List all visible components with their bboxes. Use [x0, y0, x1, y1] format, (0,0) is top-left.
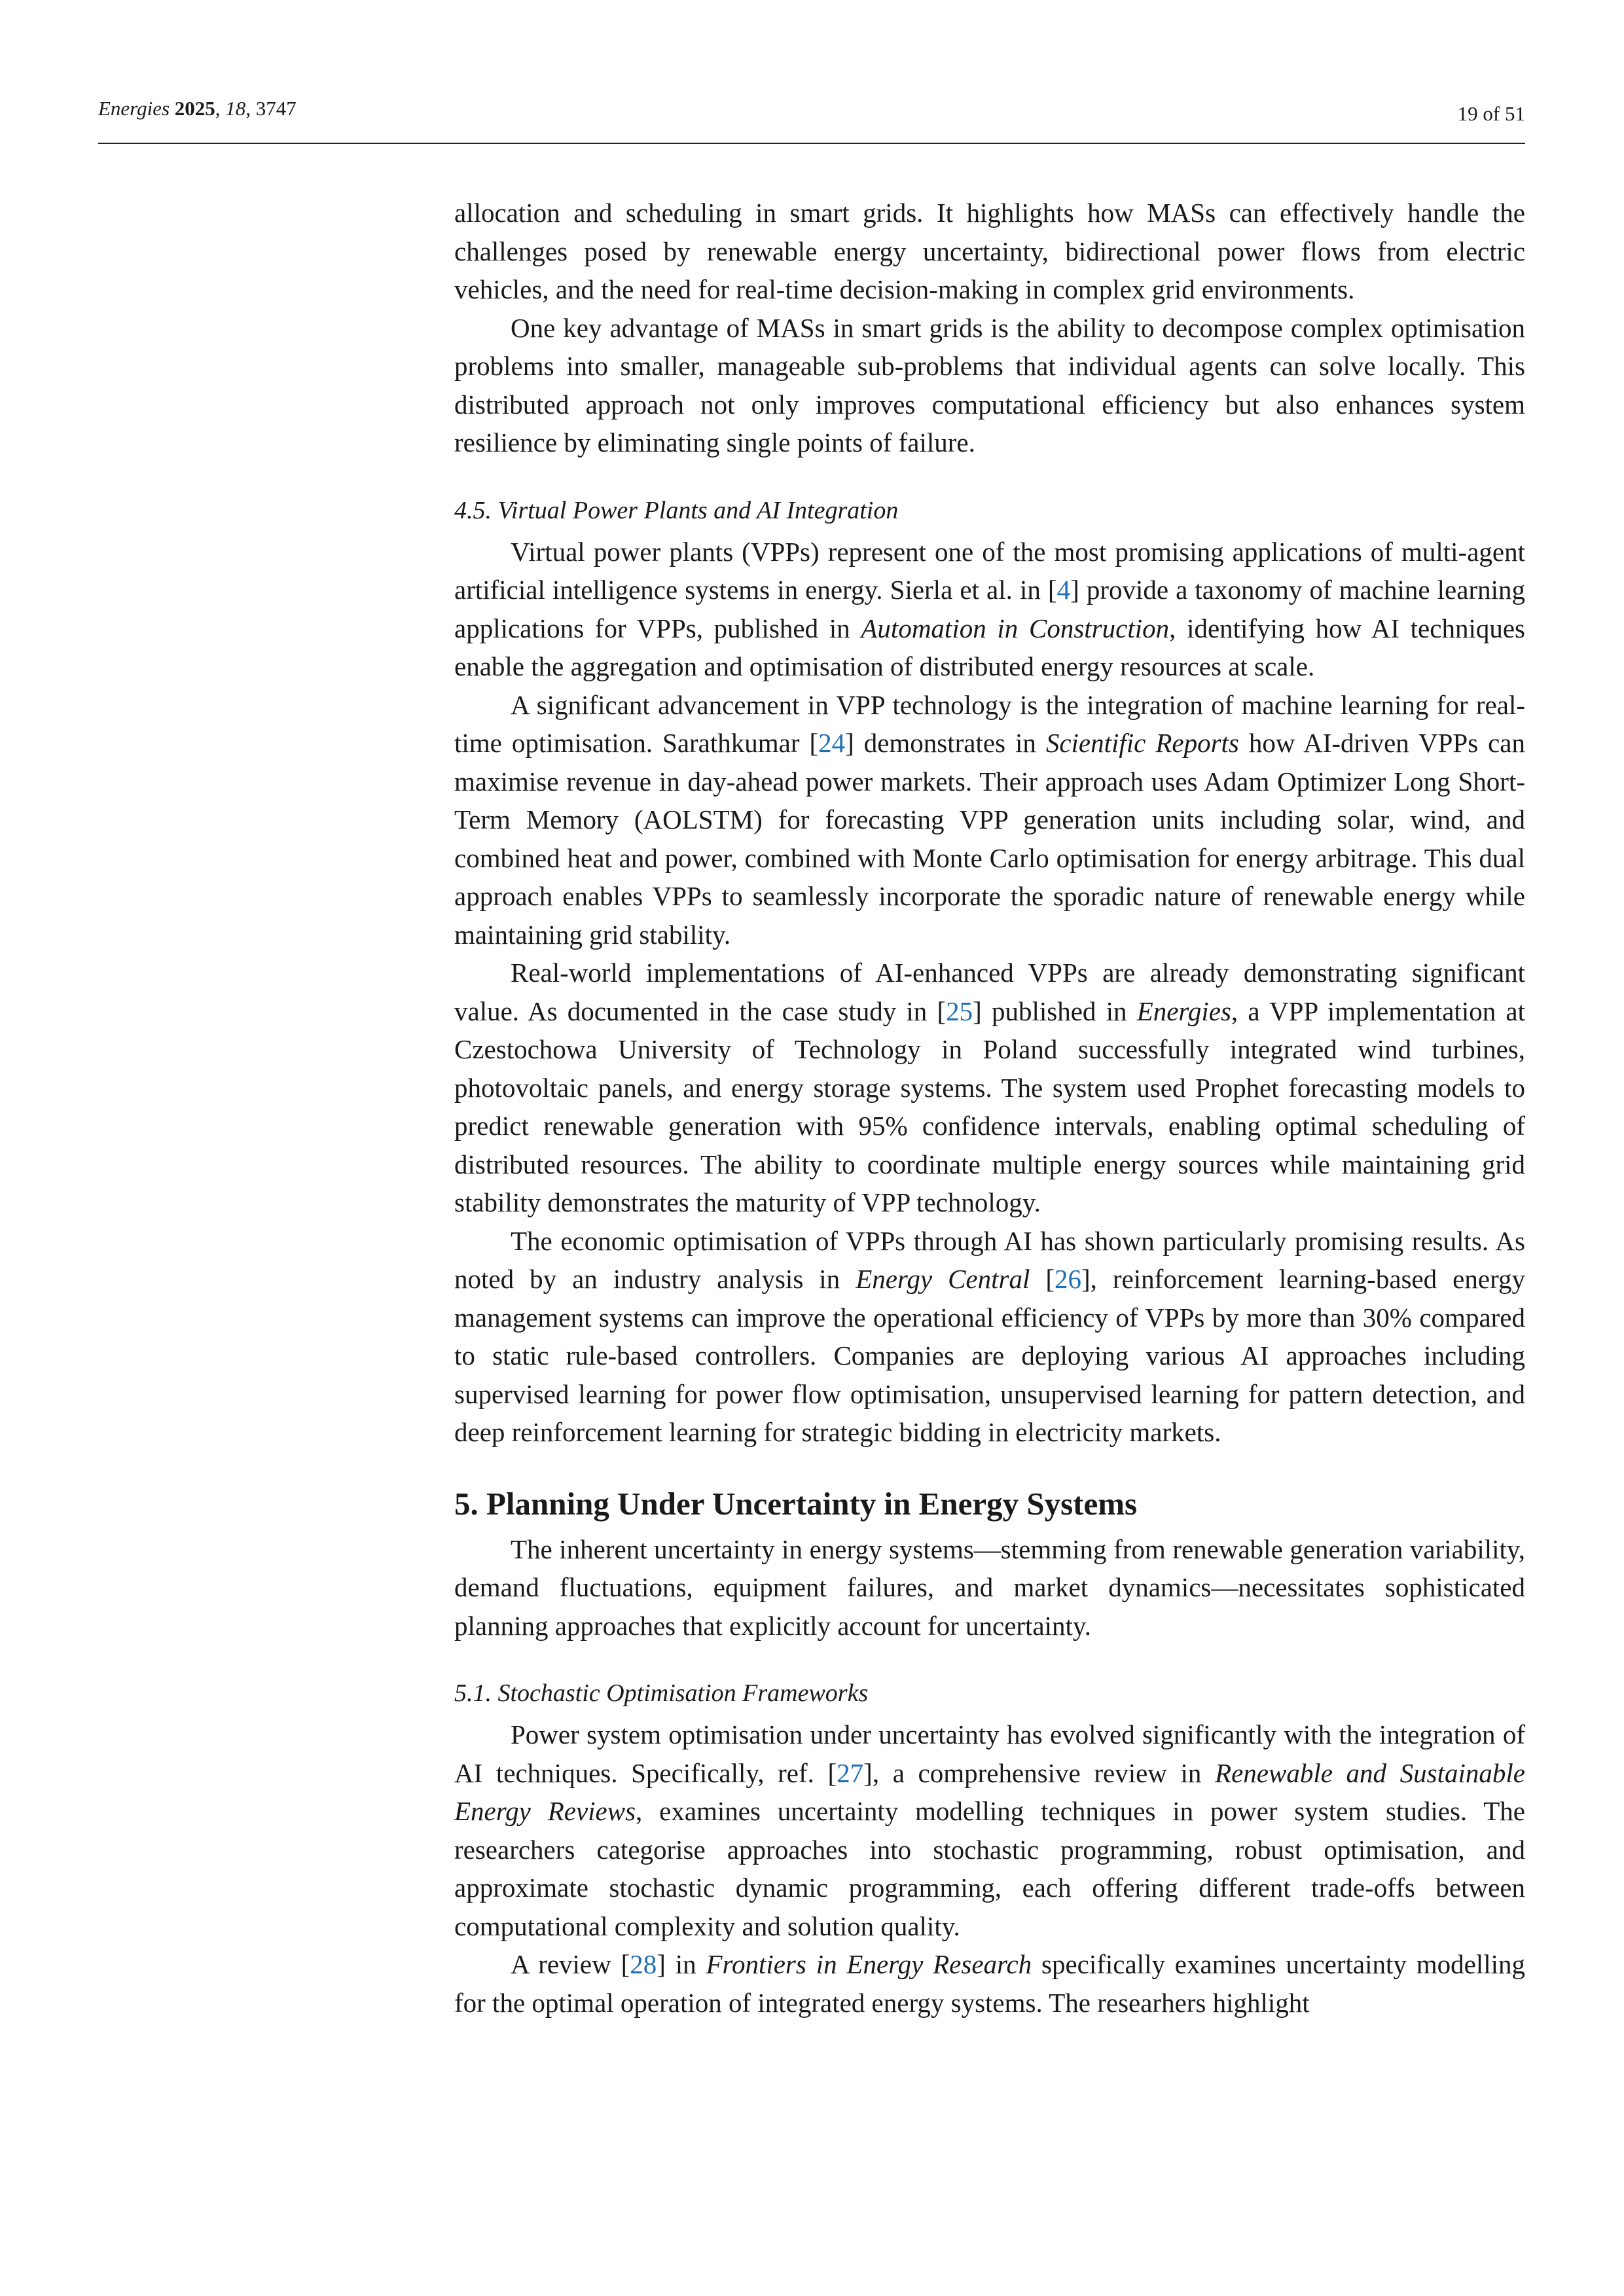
- paragraph-vpp-ml: A significant advancement in VPP technology is the integration of machine learning for real-time optimisation. Sarathkumar [24] demonstrates in Scientific Reports how AI-driven VPPs can maximise revenue in day-ahead power markets. Their approach uses Adam Optimizer Long Short-Term Memory (AOLSTM) for forecasting VPP generation units including solar, wind, and combined heat and power, combined with Monte Carlo optimisation for energy arbitrage. This dual approach enables VPPs to seamlessly incorporate the sporadic nature of renewable energy while maintaining grid stability.: [454, 689, 1525, 950]
- article-number: 3747: [255, 97, 297, 120]
- paragraph-mas-advantage: One key advantage of MASs in smart grids is the ability to decompose complex optimisation problems into smaller, manageable sub-problems that individual agents can solve locally. This distributed approach not only improves computational efficiency but also enhances system resilience by eliminating single points of failure.: [454, 312, 1525, 457]
- venue-name: Scientific Reports: [1045, 728, 1239, 758]
- subsection-heading-4-5: 4.5. Virtual Power Plants and AI Integration: [454, 496, 899, 524]
- venue-name: Energy Central: [856, 1264, 1030, 1294]
- journal-citation: Energies 2025, 18, 3747: [98, 97, 297, 120]
- subsection-heading-5-1: 5.1. Stochastic Optimisation Frameworks: [454, 1679, 869, 1707]
- paragraph-vpp-economic: The economic optimisation of VPPs through AI has shown particularly promising results. As noted by an industry analysis in Energy Central [26], reinforcement learning-based energy management systems can improve the operational efficiency of VPPs by more than 30% compared to static rule-based controllers. Companies are deploying various AI approaches including supervised learning for power flow optimisation, unsupervised learning for pattern detection, and deep reinforcement learning for strategic bidding in electricity markets.: [454, 1225, 1525, 1447]
- paragraph-vpp-intro: Virtual power plants (VPPs) represent one of the most promising applications of multi-agent artificial intelligence systems in energy. Sierla et al. in [4] provide a taxonomy of machine learning applications for VPPs, published in Automation in Construction, identifying how AI techniques enable the aggregation and optimisation of distributed energy resources at scale.: [454, 536, 1525, 681]
- main-column: [454, 194, 1525, 2022]
- running-header: [98, 90, 1525, 144]
- citation-link-27[interactable]: 27: [837, 1757, 864, 1788]
- journal-name: Energies: [98, 97, 170, 120]
- paragraph-stochastic: Power system optimisation under uncertainty has evolved significantly with the integration of AI techniques. Specifically, ref. [27], a comprehensive review in Renewable and Sustainable Energy Reviews, examines uncertainty modelling techniques in power system studies. The researchers categorise approaches into stochastic programming, robust optimisation, and approximate stochastic dynamic programming, each offering different trade-offs between computational complexity and solution quality.: [454, 1719, 1526, 1941]
- citation-link-24[interactable]: 24: [818, 728, 846, 758]
- paragraph-vpp-realworld: Real-world implementations of AI-enhanced VPPs are already demonstrating significant value. As documented in the case study in [25] published in Energies, a VPP implementation at Czestochowa University of Technology in Poland successfully integrated wind turbines, photovoltaic panels, and energy storage systems. The system used Prophet forecasting models to predict renewable generation with 95% confidence intervals, enabling optimal scheduling of distributed resources. The ability to coordinate multiple energy sources while maintaining grid stability demonstrates the maturity of VPP technology.: [454, 958, 1525, 1217]
- venue-name: Renewable and Sustainable Energy Reviews: [454, 1757, 1526, 1826]
- citation-link-26[interactable]: 26: [1055, 1264, 1082, 1294]
- citation-link-25[interactable]: 25: [946, 996, 973, 1026]
- journal-volume: 18: [225, 97, 246, 120]
- section-heading-5: 5. Planning Under Uncertainty in Energy Systems: [454, 1485, 1138, 1522]
- citation-link-28[interactable]: 28: [630, 1949, 657, 1979]
- venue-name: Automation in Construction: [861, 613, 1170, 643]
- venue-name: Energies: [1136, 996, 1231, 1026]
- journal-year: 2025: [174, 97, 215, 120]
- paragraph-uncertainty-intro: The inherent uncertainty in energy systems—stemming from renewable generation variability, demand fluctuations, equipment failures, and market dynamics—necessitates sophisticated planning approaches that explicitly account for uncertainty.: [454, 1534, 1525, 1641]
- citation-link-4[interactable]: 4: [1056, 575, 1071, 605]
- venue-name: Frontiers in Energy Research: [706, 1949, 1032, 1979]
- paragraph-review-28: A review [28] in Frontiers in Energy Research specifically examines uncertainty modelling for the optimal operation of integrated energy systems. The researhers highlight: [454, 1949, 1525, 2018]
- page-number: 19 of 51: [1457, 102, 1525, 125]
- paragraph-continued: allocation and scheduling in smart grids. It highlights how MASs can effectively handle the challenges posed by renewable energy uncertainty, bidirectional power flows from electric vehicles, and the need for real-time decision-making in complex grid environments.: [454, 198, 1525, 304]
